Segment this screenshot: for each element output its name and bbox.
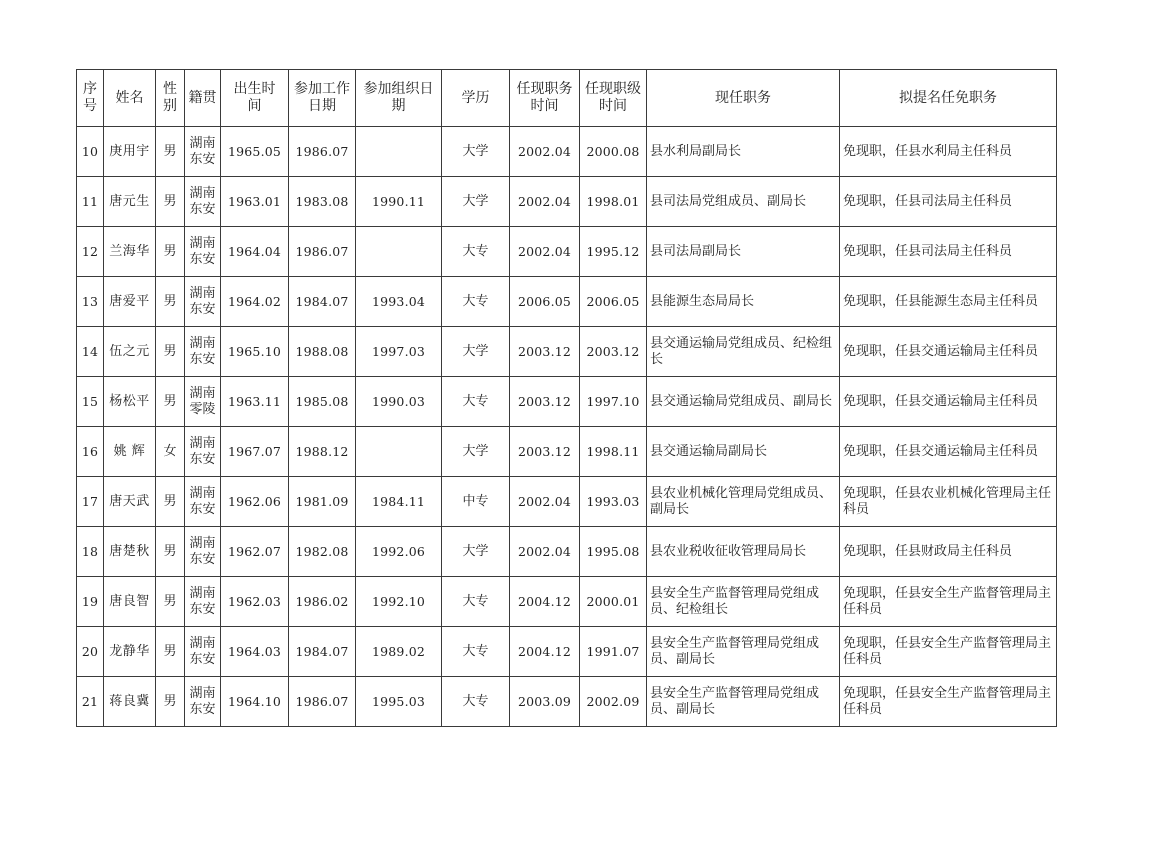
cell-gender: 男: [156, 177, 185, 227]
cell-origin: 湖南 东安: [185, 177, 221, 227]
cell-gender: 男: [156, 327, 185, 377]
cell-org-date: 1984.11: [356, 477, 442, 527]
cell-education: 大专: [442, 227, 510, 277]
cell-post-time: 2002.04: [510, 127, 580, 177]
header-post-time: 任现职务 时间: [510, 70, 580, 127]
cell-birth: 1963.11: [221, 377, 289, 427]
cell-birth: 1963.01: [221, 177, 289, 227]
cell-org-date: 1989.02: [356, 627, 442, 677]
cell-education: 大专: [442, 677, 510, 727]
cell-birth: 1962.06: [221, 477, 289, 527]
cell-birth: 1964.04: [221, 227, 289, 277]
cell-org-date: 1992.10: [356, 577, 442, 627]
cell-origin: 湖南 东安: [185, 627, 221, 677]
cell-seq: 21: [77, 677, 104, 727]
cell-origin: 湖南 东安: [185, 227, 221, 277]
table-row: [77, 427, 1057, 477]
header-row: [77, 70, 1057, 127]
cell-gender: 男: [156, 527, 185, 577]
cell-education: 大学: [442, 177, 510, 227]
cell-name: 兰海华: [104, 227, 156, 277]
cell-name: 龙静华: [104, 627, 156, 677]
cell-post-time: 2002.04: [510, 177, 580, 227]
cell-proposed-post: 免现职，任县司法局主任科员: [840, 177, 1057, 227]
cell-seq: 12: [77, 227, 104, 277]
cell-name: 唐元生: [104, 177, 156, 227]
table-row: [77, 677, 1057, 727]
cell-name: 蒋良冀: [104, 677, 156, 727]
cell-post-time: 2003.12: [510, 327, 580, 377]
cell-rank-time: 1995.08: [580, 527, 647, 577]
table-row: [77, 527, 1057, 577]
cell-current-post: 县能源生态局局长: [647, 277, 840, 327]
cell-seq: 19: [77, 577, 104, 627]
cell-work-date: 1988.08: [289, 327, 356, 377]
cell-education: 大专: [442, 377, 510, 427]
cell-work-date: 1986.07: [289, 677, 356, 727]
cell-seq: 14: [77, 327, 104, 377]
cell-education: 大学: [442, 327, 510, 377]
cell-rank-time: 2000.08: [580, 127, 647, 177]
cell-proposed-post: 免现职，任县农业机械化管理局主任科员: [840, 477, 1057, 527]
cell-gender: 男: [156, 277, 185, 327]
cell-post-time: 2006.05: [510, 277, 580, 327]
cell-origin: 湖南 东安: [185, 577, 221, 627]
cell-origin: 湖南 东安: [185, 477, 221, 527]
cell-name: 姚 辉: [104, 427, 156, 477]
header-education: 学历: [442, 70, 510, 127]
cell-name: 杨松平: [104, 377, 156, 427]
cell-post-time: 2004.12: [510, 627, 580, 677]
cell-birth: 1964.03: [221, 627, 289, 677]
cell-proposed-post: 免现职，任县能源生态局主任科员: [840, 277, 1057, 327]
cell-education: 大专: [442, 577, 510, 627]
cell-org-date: [356, 427, 442, 477]
cell-current-post: 县安全生产监督管理局党组成员、副局长: [647, 677, 840, 727]
table-row: [77, 277, 1057, 327]
cell-work-date: 1986.07: [289, 127, 356, 177]
cell-seq: 13: [77, 277, 104, 327]
cell-birth: 1964.10: [221, 677, 289, 727]
header-org-date: 参加组织日 期: [356, 70, 442, 127]
cell-current-post: 县交通运输局党组成员、副局长: [647, 377, 840, 427]
cell-name: 唐天武: [104, 477, 156, 527]
cell-work-date: 1982.08: [289, 527, 356, 577]
cell-work-date: 1984.07: [289, 277, 356, 327]
cell-gender: 男: [156, 577, 185, 627]
cell-name: 唐爱平: [104, 277, 156, 327]
cell-birth: 1967.07: [221, 427, 289, 477]
cell-education: 大学: [442, 527, 510, 577]
cell-current-post: 县农业税收征收管理局局长: [647, 527, 840, 577]
table-body: [77, 127, 1057, 727]
cell-seq: 20: [77, 627, 104, 677]
cell-org-date: 1990.11: [356, 177, 442, 227]
cell-rank-time: 2000.01: [580, 577, 647, 627]
cell-birth: 1964.02: [221, 277, 289, 327]
cell-rank-time: 1991.07: [580, 627, 647, 677]
cell-gender: 男: [156, 627, 185, 677]
cell-current-post: 县交通运输局党组成员、纪检组长: [647, 327, 840, 377]
header-seq: 序 号: [77, 70, 104, 127]
table-row: [77, 577, 1057, 627]
cell-work-date: 1984.07: [289, 627, 356, 677]
cell-gender: 男: [156, 377, 185, 427]
cell-post-time: 2002.04: [510, 527, 580, 577]
cell-rank-time: 2002.09: [580, 677, 647, 727]
cell-rank-time: 1995.12: [580, 227, 647, 277]
cell-org-date: 1993.04: [356, 277, 442, 327]
cell-education: 大专: [442, 277, 510, 327]
cell-origin: 湖南 东安: [185, 277, 221, 327]
header-gender: 性 别: [156, 70, 185, 127]
cell-name: 唐良智: [104, 577, 156, 627]
cell-proposed-post: 免现职，任县水利局主任科员: [840, 127, 1057, 177]
cell-current-post: 县安全生产监督管理局党组成员、纪检组长: [647, 577, 840, 627]
cell-rank-time: 2003.12: [580, 327, 647, 377]
header-current-post: 现任职务: [647, 70, 840, 127]
header-birth: 出生时 间: [221, 70, 289, 127]
cell-birth: 1962.07: [221, 527, 289, 577]
cell-gender: 女: [156, 427, 185, 477]
cell-proposed-post: 免现职，任县财政局主任科员: [840, 527, 1057, 577]
table-row: [77, 127, 1057, 177]
table-row: [77, 177, 1057, 227]
cell-org-date: 1995.03: [356, 677, 442, 727]
cell-current-post: 县司法局党组成员、副局长: [647, 177, 840, 227]
cell-proposed-post: 免现职，任县交通运输局主任科员: [840, 377, 1057, 427]
header-rank-time: 任现职级 时间: [580, 70, 647, 127]
cell-post-time: 2003.12: [510, 377, 580, 427]
cell-education: 大专: [442, 627, 510, 677]
header-origin: 籍贯: [185, 70, 221, 127]
cell-name: 唐楚秋: [104, 527, 156, 577]
cell-seq: 11: [77, 177, 104, 227]
cell-proposed-post: 免现职，任县司法局主任科员: [840, 227, 1057, 277]
cell-rank-time: 1998.11: [580, 427, 647, 477]
cell-org-date: 1990.03: [356, 377, 442, 427]
cell-rank-time: 1993.03: [580, 477, 647, 527]
cell-post-time: 2002.04: [510, 477, 580, 527]
header-proposed-post: 拟提名任免职务: [840, 70, 1057, 127]
cell-origin: 湖南 东安: [185, 327, 221, 377]
cell-work-date: 1988.12: [289, 427, 356, 477]
table-row: [77, 377, 1057, 427]
table-row: [77, 627, 1057, 677]
cell-current-post: 县水利局副局长: [647, 127, 840, 177]
cell-current-post: 县安全生产监督管理局党组成员、副局长: [647, 627, 840, 677]
cell-gender: 男: [156, 227, 185, 277]
cell-seq: 15: [77, 377, 104, 427]
cell-seq: 10: [77, 127, 104, 177]
cell-rank-time: 1998.01: [580, 177, 647, 227]
cell-origin: 湖南 零陵: [185, 377, 221, 427]
cell-post-time: 2002.04: [510, 227, 580, 277]
personnel-table-sheet: [76, 69, 1056, 727]
cell-seq: 16: [77, 427, 104, 477]
personnel-table: [76, 69, 1057, 727]
cell-education: 大学: [442, 427, 510, 477]
cell-education: 中专: [442, 477, 510, 527]
cell-origin: 湖南 东安: [185, 527, 221, 577]
table-row: [77, 227, 1057, 277]
cell-proposed-post: 免现职，任县安全生产监督管理局主任科员: [840, 577, 1057, 627]
header-work-date: 参加工作 日期: [289, 70, 356, 127]
cell-proposed-post: 免现职，任县交通运输局主任科员: [840, 427, 1057, 477]
cell-org-date: 1997.03: [356, 327, 442, 377]
cell-gender: 男: [156, 127, 185, 177]
cell-proposed-post: 免现职，任县安全生产监督管理局主任科员: [840, 677, 1057, 727]
cell-org-date: 1992.06: [356, 527, 442, 577]
cell-seq: 18: [77, 527, 104, 577]
cell-education: 大学: [442, 127, 510, 177]
cell-current-post: 县农业机械化管理局党组成员、副局长: [647, 477, 840, 527]
table-row: [77, 477, 1057, 527]
cell-gender: 男: [156, 477, 185, 527]
table-row: [77, 327, 1057, 377]
cell-origin: 湖南 东安: [185, 427, 221, 477]
cell-proposed-post: 免现职，任县交通运输局主任科员: [840, 327, 1057, 377]
cell-birth: 1965.05: [221, 127, 289, 177]
cell-org-date: [356, 127, 442, 177]
cell-rank-time: 2006.05: [580, 277, 647, 327]
cell-birth: 1965.10: [221, 327, 289, 377]
cell-seq: 17: [77, 477, 104, 527]
cell-rank-time: 1997.10: [580, 377, 647, 427]
header-name: 姓名: [104, 70, 156, 127]
cell-work-date: 1986.02: [289, 577, 356, 627]
cell-current-post: 县司法局副局长: [647, 227, 840, 277]
cell-birth: 1962.03: [221, 577, 289, 627]
cell-gender: 男: [156, 677, 185, 727]
cell-work-date: 1981.09: [289, 477, 356, 527]
cell-proposed-post: 免现职，任县安全生产监督管理局主任科员: [840, 627, 1057, 677]
cell-name: 庚用宇: [104, 127, 156, 177]
cell-post-time: 2003.12: [510, 427, 580, 477]
cell-work-date: 1986.07: [289, 227, 356, 277]
cell-org-date: [356, 227, 442, 277]
cell-origin: 湖南 东安: [185, 127, 221, 177]
cell-post-time: 2004.12: [510, 577, 580, 627]
cell-work-date: 1983.08: [289, 177, 356, 227]
cell-post-time: 2003.09: [510, 677, 580, 727]
cell-origin: 湖南 东安: [185, 677, 221, 727]
cell-work-date: 1985.08: [289, 377, 356, 427]
cell-current-post: 县交通运输局副局长: [647, 427, 840, 477]
cell-name: 伍之元: [104, 327, 156, 377]
